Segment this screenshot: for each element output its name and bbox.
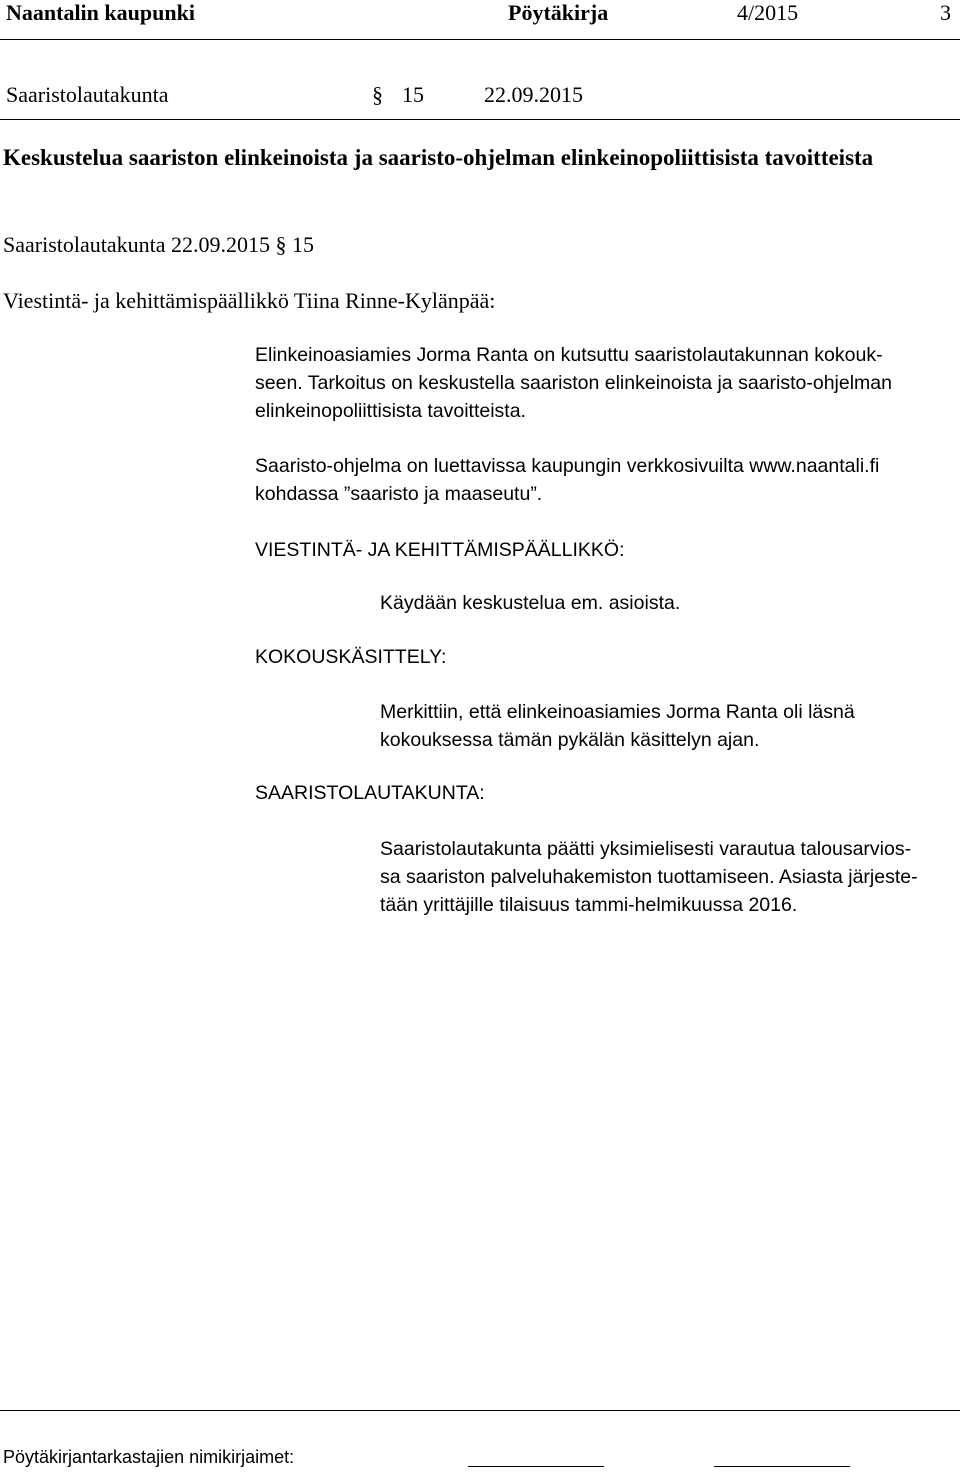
subheader-body: Saaristolautakunta (6, 82, 169, 107)
signature-line (468, 1466, 604, 1467)
paragraph-line: kohdassa ”saaristo ja maaseutu”. (255, 483, 543, 505)
item-title: Keskustelua saariston elinkeinoista ja saaristo-ohjelman elinkeinopoliittisista tavoitteista (3, 145, 874, 170)
paragraph-line: sa saariston palveluhakemiston tuottamiseen. Asiasta järjeste- (380, 866, 918, 888)
footer-rule (0, 1410, 960, 1411)
presenter-line: Viestintä- ja kehittämispäällikkö Tiina Rinne-Kylänpää: (3, 288, 496, 313)
meeting-label: KOKOUSKÄSITTELY: (255, 646, 447, 668)
paragraph-program (255, 452, 955, 508)
decision-label: SAARISTOLAUTAKUNTA: (255, 782, 485, 804)
reference-line: Saaristolautakunta 22.09.2015 § 15 (3, 232, 315, 257)
paragraph-line: elinkeinopoliittisista tavoitteista. (255, 400, 526, 422)
paragraph-line: seen. Tarkoitus on keskustella saariston elinkeinoista ja saaristo-ohjelman (255, 372, 892, 394)
signature-line (714, 1466, 850, 1467)
subheader-rule (0, 119, 960, 120)
proposal-label: VIESTINTÄ- JA KEHITTÄMISPÄÄLLIKKÖ: (255, 539, 625, 561)
meeting-text (380, 698, 855, 754)
paragraph-line: Saaristo-ohjelma on luettavissa kaupungin verkkosivuilta www.naantali.fi (255, 455, 880, 477)
paragraph-line: Merkittiin, että elinkeinoasiamies Jorma Ranta oli läsnä (380, 701, 855, 723)
footer-initials-label: Pöytäkirjantarkastajien nimikirjaimet: (3, 1447, 295, 1467)
subheader-section-number: 15 (402, 82, 424, 107)
header-org: Naantalin kaupunki (6, 0, 195, 25)
proposal-text: Käydään keskustelua em. asioista. (380, 592, 681, 614)
subheader-date: 22.09.2015 (484, 82, 583, 107)
header-rule (0, 39, 960, 40)
header-page-number: 3 (940, 0, 951, 25)
decision-text (380, 835, 918, 919)
header-doc-type: Pöytäkirja (508, 0, 609, 25)
paragraph-line: Elinkeinoasiamies Jorma Ranta on kutsuttu saaristolautakunnan kokouk- (255, 344, 883, 366)
paragraph-line: tään yrittäjille tilaisuus tammi-helmikuussa 2016. (380, 894, 798, 916)
paragraph-intro (255, 341, 955, 425)
header-issue: 4/2015 (737, 0, 799, 25)
section-sign-icon: § (372, 82, 383, 107)
paragraph-line: kokouksessa tämän pykälän käsittelyn ajan. (380, 729, 760, 751)
paragraph-line: Saaristolautakunta päätti yksimielisesti varautua talousarvios- (380, 838, 912, 860)
